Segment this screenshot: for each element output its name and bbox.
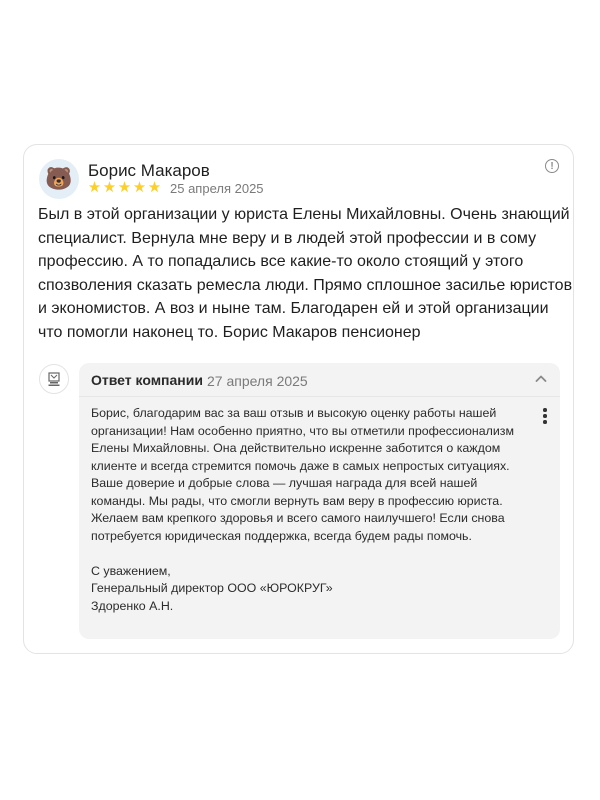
star-icon: ★: [87, 179, 102, 196]
reply-text: Борис, благодарим вас за ваш отзыв и высокую оценку работы нашей организации! Нам особенно приятно, что вы отметили профессионализм Елены Михайловны. Она действительно искренне заботится о каждом клиенте и всегда стремится помочь даже в самых непростых ситуациях. Ваше доверие и добрые слова — лучшая награда для всей нашей команды. Мы рады, что смогли вернуть вам веру в профессию юриста. Желаем вам крепкого здоровья и всего самого наилучшего! Если снова потребуется юридическая поддержка, всегда будем рады помочь. С уважением, Генеральный директор ООО «ЮРОКРУГ» Здоренко А.Н.: [91, 406, 514, 613]
review-text: Был в этой организации у юриста Елены Михайловны. Очень знающий специалист. Вернула мне веру и в людей этой профессии и в сому профессию. А то попадались все какие-то около стоящий у этого спозволения сказать ремесла люди. Прямо сплошное засилье юристов и экономистов. А воз и ныне там. Благодарен ей и этой организации что помогли наконец то. Борис Макаров пенсионер: [38, 206, 573, 341]
user-avatar[interactable]: [39, 159, 79, 199]
review-date: 25 апреля 2025: [170, 180, 264, 196]
more-options-icon[interactable]: [541, 408, 549, 426]
reply-title: Ответ компании: [91, 372, 203, 388]
star-rating: [87, 180, 162, 196]
review-card: [23, 144, 574, 654]
reply-date: 27 апреля 2025: [207, 373, 308, 389]
rating-row: [87, 180, 264, 196]
star-icon: ★: [117, 179, 132, 196]
company-logo: [39, 364, 69, 394]
chevron-up-icon[interactable]: [534, 372, 548, 386]
bear-face-icon: 🐻: [45, 166, 73, 191]
star-icon: ★: [147, 179, 162, 196]
review-author[interactable]: Борис Макаров: [88, 161, 210, 180]
star-icon: ★: [102, 179, 117, 196]
company-reply: [79, 363, 560, 639]
star-icon: ★: [132, 179, 147, 196]
report-info-icon[interactable]: !: [545, 159, 559, 173]
company-emblem-icon: [45, 370, 63, 388]
reply-header[interactable]: [79, 363, 560, 397]
